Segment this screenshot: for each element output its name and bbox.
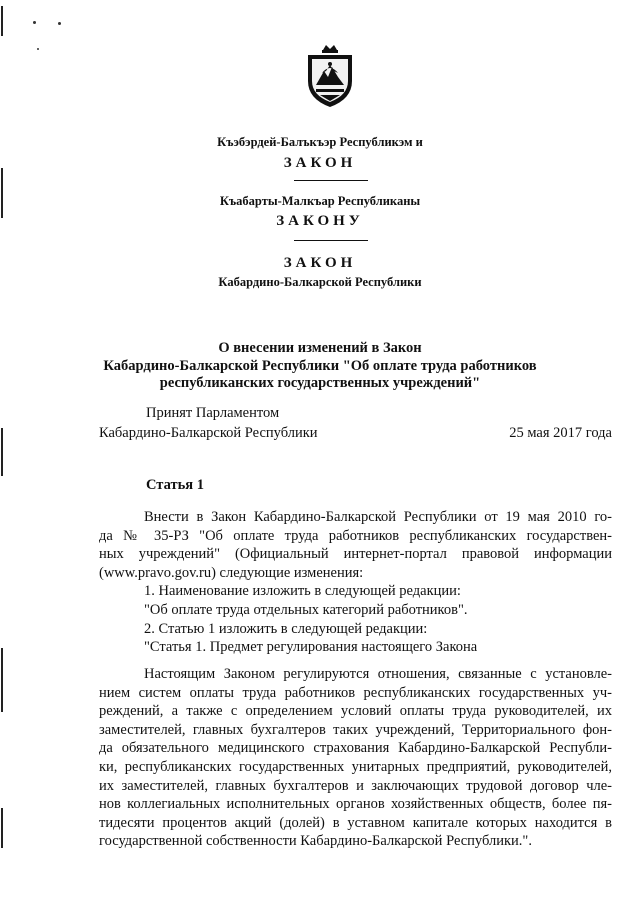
law-title-line: О внесении изменений в Закон — [218, 340, 422, 356]
text-line: ки, республиканских государственных унитарных предприятий, руководителей, — [99, 758, 612, 775]
text-line: государственной собственности Кабардино-Балкарской Республики.". — [99, 833, 532, 850]
balkar-law-label: ЗАКОНУ — [276, 213, 364, 229]
text-line: (www.pravo.gov.ru) следующие изменения: — [99, 564, 364, 581]
scan-edge-mark — [1, 168, 3, 218]
text-line: Внести в Закон Кабардино-Балкарской Республики от 19 мая 2010 го- — [144, 509, 612, 525]
header-divider — [294, 180, 368, 181]
scan-edge-mark — [1, 648, 3, 712]
text-line: их заместителей, главных бухгалтеров и заключающих трудовой договор чле- — [99, 777, 612, 794]
text-line: да № 35-РЗ "Об оплате труда работников республиканских государствен- — [99, 527, 612, 544]
text-line: нием систем оплаты труда работников республиканских государственных уч- — [99, 684, 612, 701]
adoption-body: Кабардино-Балкарской Республики — [99, 425, 318, 441]
scan-speck — [58, 22, 61, 25]
text-line: да обязательного медицинского страхования Кабардино-Балкарской Республи- — [99, 740, 612, 757]
kabardian-republic-header: Къэбэрдей-Балъкъэр Республикэм и — [217, 135, 423, 149]
coat-of-arms-emblem — [302, 43, 358, 109]
scan-edge-mark — [1, 428, 3, 476]
text-line: реждений, а также с определением условий оплаты труда руководителей, их — [99, 703, 612, 720]
russian-law-label: ЗАКОН — [283, 255, 357, 271]
amendment-item: 2. Статью 1 изложить в следующей редакции: — [144, 620, 428, 637]
text-line: ных учреждений" (Официальный интернет-портал правовой информации — [99, 546, 612, 563]
balkar-republic-header: Къабарты-Малкъар Республиканы — [219, 194, 421, 208]
law-title-line: Кабардино-Балкарской Республики "Об оплате труда работников — [103, 357, 537, 374]
amendment-item: "Статья 1. Предмет регулирования настоящего Закона — [144, 639, 478, 656]
text-line: тидесяти процентов акций (долей) в уставном капитале которых находится в — [99, 814, 612, 831]
header-divider — [294, 240, 368, 241]
article-paragraph — [99, 508, 612, 657]
scan-speck — [33, 21, 36, 24]
amendment-item: "Об оплате труда отдельных категорий работников". — [144, 601, 468, 618]
scan-edge-mark — [1, 6, 3, 36]
text-line: нов коллегиальных исполнительных органов хозяйственных обществ, более пя- — [99, 796, 612, 813]
russian-republic-header: Кабардино-Балкарской Республики — [218, 275, 422, 289]
law-title-line: республиканских государственных учреждений" — [159, 375, 481, 391]
law-title — [0, 340, 640, 393]
text-line: заместителей, главных бухгалтеров таких учреждений, Территориального фон- — [99, 721, 612, 738]
article-paragraph — [99, 665, 612, 851]
scan-speck — [37, 48, 39, 50]
text-line: Настоящим Законом регулируются отношения, связанные с установле- — [144, 666, 612, 682]
amendment-item: 1. Наименование изложить в следующей редакции: — [144, 583, 461, 600]
article-heading: Статья 1 — [146, 477, 204, 493]
scan-edge-mark — [1, 808, 3, 848]
adoption-date: 25 мая 2017 года — [509, 425, 612, 441]
kabardian-law-label: ЗАКОН — [283, 155, 357, 171]
adoption-line: Принят Парламентом — [146, 405, 280, 421]
